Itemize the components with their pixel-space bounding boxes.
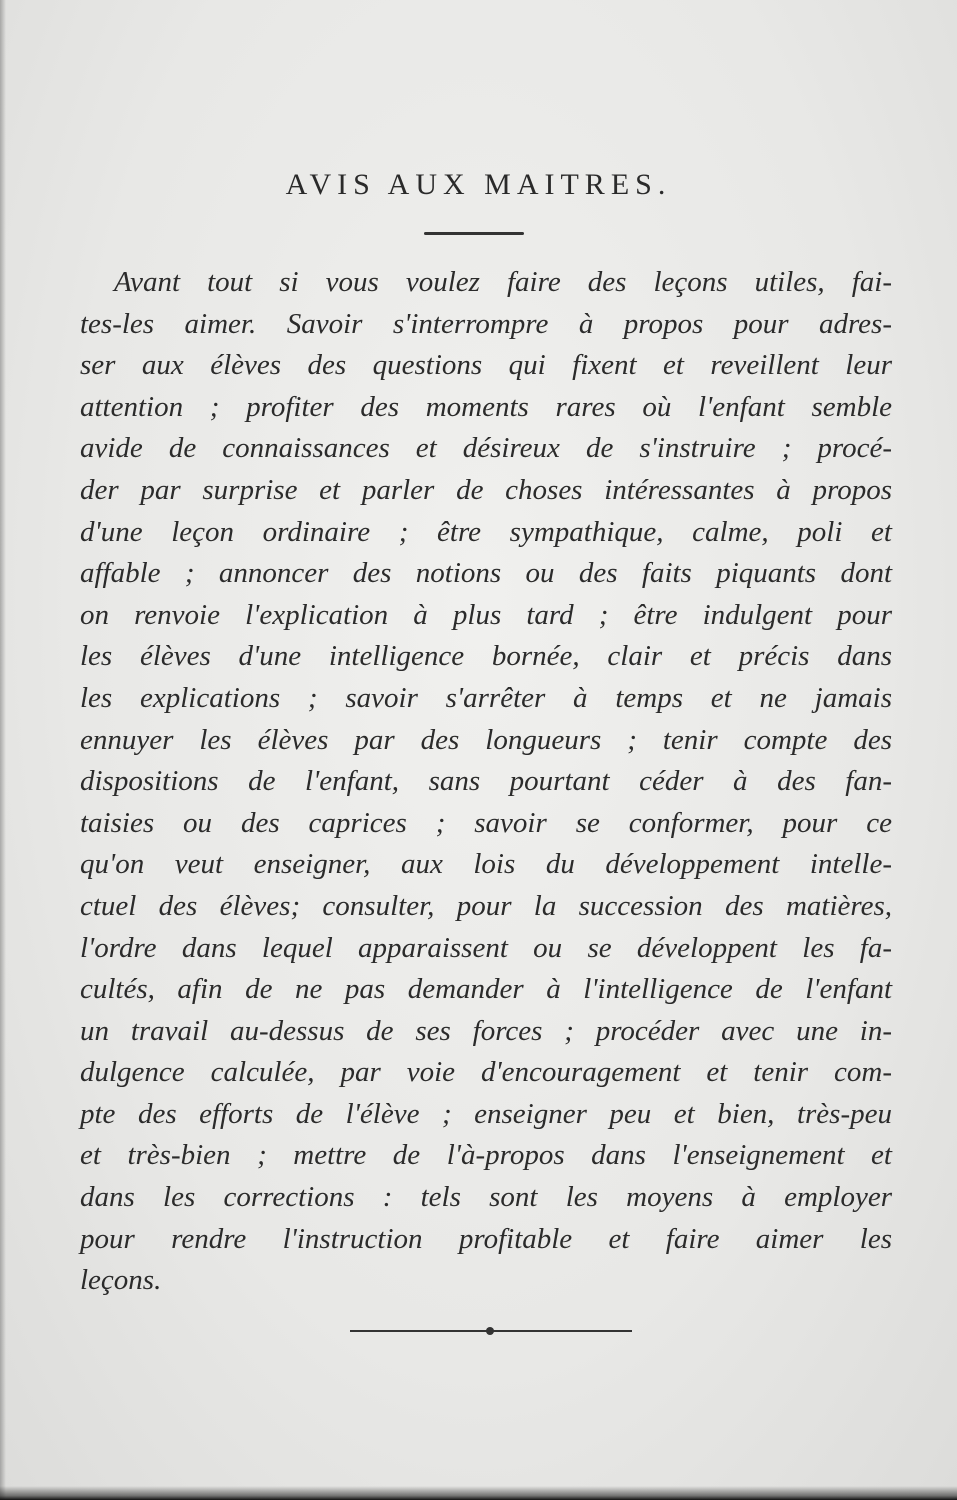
paragraph-line: les explications ; savoir s'arrêter à temps et ne jamais <box>80 681 892 714</box>
paragraph-line: ennuyer les élèves par des longueurs ; tenir compte des <box>80 723 892 756</box>
paragraph-line: dulgence calculée, par voie d'encouragement et tenir com- <box>80 1056 892 1089</box>
page-bottom-edge-shadow <box>0 1486 957 1500</box>
paragraph-line: avide de connaissances et désireux de s'instruire ; procé- <box>80 432 892 465</box>
closing-rule-ornament <box>486 1327 494 1335</box>
paragraph-line: l'ordre dans lequel apparaissent ou se développent les fa- <box>80 931 892 964</box>
paragraph-line: ser aux élèves des questions qui fixent et reveillent leur <box>80 349 892 382</box>
paragraph-line: un travail au-dessus de ses forces ; procéder avec une in- <box>80 1014 892 1047</box>
paragraph-line: der par surprise et parler de choses intéressantes à propos <box>80 473 892 506</box>
title-rule <box>424 232 524 235</box>
paragraph-line: qu'on veut enseigner, aux lois du développement intelle- <box>80 848 892 881</box>
body-paragraph <box>80 262 892 1302</box>
paragraph-line: dispositions de l'enfant, sans pourtant céder à des fan- <box>80 765 892 798</box>
page-title: AVIS AUX MAITRES. <box>285 168 672 201</box>
paragraph-line: dans les corrections : tels sont les moyens à employer <box>80 1181 892 1214</box>
paragraph-line: affable ; annoncer des notions ou des faits piquants dont <box>80 557 892 590</box>
paragraph-line: cultés, afin de ne pas demander à l'intelligence de l'enfant <box>80 973 892 1006</box>
paragraph-line: Avant tout si vous voulez faire des leçons utiles, fai- <box>114 266 892 298</box>
paragraph-line: ctuel des élèves; consulter, pour la succession des matières, <box>80 889 892 922</box>
paragraph-line: et très-bien ; mettre de l'à-propos dans l'enseignement et <box>80 1139 892 1172</box>
paragraph-line: attention ; profiter des moments rares où l'enfant semble <box>80 390 892 423</box>
paragraph-line: taisies ou des caprices ; savoir se conformer, pour ce <box>80 806 892 839</box>
paragraph-line: d'une leçon ordinaire ; être sympathique, calme, poli et <box>80 515 892 548</box>
paragraph-line: tes-les aimer. Savoir s'interrompre à propos pour adres- <box>80 307 892 340</box>
paragraph-line: pour rendre l'instruction profitable et faire aimer les <box>80 1222 892 1255</box>
page-left-edge-shadow <box>0 0 6 1500</box>
paragraph-line: leçons. <box>80 1264 162 1297</box>
paragraph-line: les élèves d'une intelligence bornée, clair et précis dans <box>80 640 892 673</box>
paragraph-line: pte des efforts de l'élève ; enseigner peu et bien, très-peu <box>80 1097 892 1130</box>
paragraph-line: on renvoie l'explication à plus tard ; être indulgent pour <box>80 598 892 631</box>
